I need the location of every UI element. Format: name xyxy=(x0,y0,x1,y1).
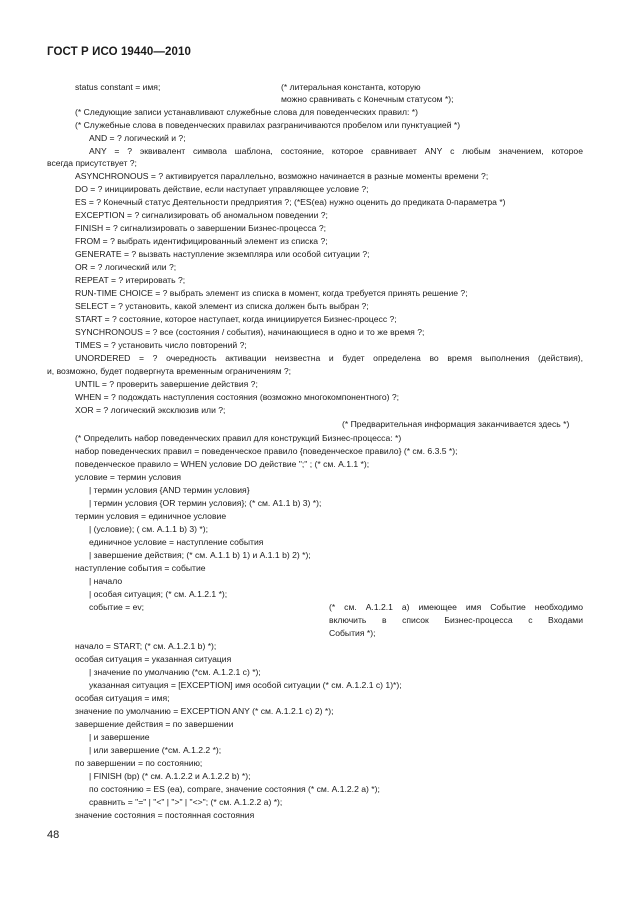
text-line: термин условия = единичное условие xyxy=(75,511,227,521)
text-line: REPEAT = ? итерировать ?; xyxy=(75,275,186,285)
text-line: | завершение действия; (* см. A.1.1 b) 1) и A.1.1 b) 2) *); xyxy=(89,550,311,560)
text-line: поведенческое правило = WHEN условие DO действие ";" ; (* см. A.1.1 *); xyxy=(75,459,370,469)
text-line: включить в список Бизнес-процесса с Входами xyxy=(329,615,583,625)
text-line: (* Следующие записи устанавливают служебные слова для поведенческих правил: *) xyxy=(75,107,418,117)
text-line: (* литеральная константа, которую xyxy=(281,82,421,92)
text-line: RUN-TIME CHOICE = ? выбрать элемент из списка в момент, когда требуется принять решение ?; xyxy=(75,288,468,298)
text-line: (* Определить набор поведенческих правил для конструкций Бизнес-процесса: *) xyxy=(75,433,402,443)
text-line: сравнить = "=" | "<" | ">" | "<>"; (* см. A.1.2.2 a) *); xyxy=(89,797,283,807)
text-line: наступление события = событие xyxy=(75,563,206,573)
text-line: можно сравнивать с Конечным статусом *); xyxy=(281,94,454,104)
text-line: status constant = имя; xyxy=(75,82,161,92)
text-line: ANY = ? эквивалент символа шаблона, состояние, которое сравнивает ANY с любым значением, которое xyxy=(89,146,583,156)
text-line: START = ? состояние, которое наступает, когда инициируется Бизнес-процесс ?; xyxy=(75,314,397,324)
text-line: | термин условия {AND термин условия} xyxy=(89,485,250,495)
text-line: всегда присутствует ?; xyxy=(47,158,137,168)
text-line: GENERATE = ? вызвать наступление экземпляра или особой ситуации ?; xyxy=(75,249,370,259)
text-line: | (условие); ( см. A.1.1 b) 3) *); xyxy=(89,524,208,534)
text-line: и, возможно, будет подвергнута временным ограничениям ?; xyxy=(47,366,292,376)
text-line: | и завершение xyxy=(89,732,150,742)
text-line: WHEN = ? подождать наступления состояния (возможно многокомпонентного) ?; xyxy=(75,392,400,402)
text-line: FINISH = ? сигнализировать о завершении Бизнес-процесса ?; xyxy=(75,223,326,233)
text-line: UNORDERED = ? очередность активации неизвестна и будет определена во время выполнения (действия), xyxy=(75,353,583,363)
text-line: по завершении = по состоянию; xyxy=(75,758,203,768)
page-number: 48 xyxy=(47,829,60,841)
text-line: начало = START; (* см. A.1.2.1 b) *); xyxy=(75,641,217,651)
text-line: особая ситуация = имя; xyxy=(75,693,170,703)
text-line: | или завершение (*см. A.1.2.2 *); xyxy=(89,745,222,755)
text-line: (* Предварительная информация заканчивается здесь *) xyxy=(342,419,570,429)
text-line: набор поведенческих правил = поведенческое правило {поведенческое правило} (* см. 6.3.5 *); xyxy=(75,446,458,456)
text-line: (* см. A.1.2.1 a) имеющее имя Событие необходимо xyxy=(329,602,583,612)
text-line: событие = ev; xyxy=(89,602,145,612)
text-line: События *); xyxy=(329,628,376,638)
text-line: | особая ситуация; (* см. A.1.2.1 *); xyxy=(89,589,228,599)
text-line: AND = ? логический и ?; xyxy=(89,133,186,143)
text-line: значение состояния = постоянная состояния xyxy=(75,810,255,820)
text-line: SYNCHRONOUS = ? все (состояния / события), начинающиеся в одно и то же время ?; xyxy=(75,327,425,337)
text-line: UNTIL = ? проверить завершение действия ?; xyxy=(75,379,258,389)
text-line: по состоянию = ES (ea), compare, значение состояния (* см. A.1.2.2 a) *); xyxy=(89,784,380,794)
text-line: особая ситуация = указанная ситуация xyxy=(75,654,232,664)
text-line: | термин условия {OR термин условия}; (* см. A1.1 b) 3) *); xyxy=(89,498,322,508)
text-line: XOR = ? логический эксклюзив или ?; xyxy=(75,405,226,415)
text-line: | значение по умолчанию (*см. A.1.2.1 c) *); xyxy=(89,667,261,677)
text-line: EXCEPTION = ? сигнализировать об аномальном поведении ?; xyxy=(75,210,328,220)
text-line: | начало xyxy=(89,576,123,586)
text-line: условие = термин условия xyxy=(75,472,181,482)
text-line: (* Служебные слова в поведенческих правилах разграничиваются пробелом или пунктуацией *) xyxy=(75,120,461,130)
text-line: TIMES = ? установить число повторений ?; xyxy=(75,340,247,350)
text-line: завершение действия = по завершении xyxy=(75,719,234,729)
text-line: | FINISH (bp) (* см. A.1.2.2 и A.1.2.2 b) *); xyxy=(89,771,251,781)
document-header: ГОСТ Р ИСО 19440—2010 xyxy=(47,46,192,58)
text-line: DO = ? инициировать действие, если наступает управляющее условие ?; xyxy=(75,184,369,194)
text-line: ASYNCHRONOUS = ? активируется параллельно, возможно начинается в разные моменты времени ?; xyxy=(75,171,489,181)
text-line: значение по умолчанию = EXCEPTION ANY (* см. A.1.2.1 c) 2) *); xyxy=(75,706,334,716)
text-line: SELECT = ? установить, какой элемент из списка должен быть выбран ?; xyxy=(75,301,369,311)
text-line: OR = ? логический или ?; xyxy=(75,262,177,272)
text-line: единичное условие = наступление события xyxy=(89,537,264,547)
text-line: указанная ситуация = [EXCEPTION] имя особой ситуации (* см. A.1.2.1 c) 1)*); xyxy=(89,680,402,690)
text-line: FROM = ? выбрать идентифицированный элемент из списка ?; xyxy=(75,236,328,246)
text-line: ES = ? Конечный статус Деятельности предприятия ?; (*ES(ea) нужно оценить до предиката 0-параметра *) xyxy=(75,197,506,207)
